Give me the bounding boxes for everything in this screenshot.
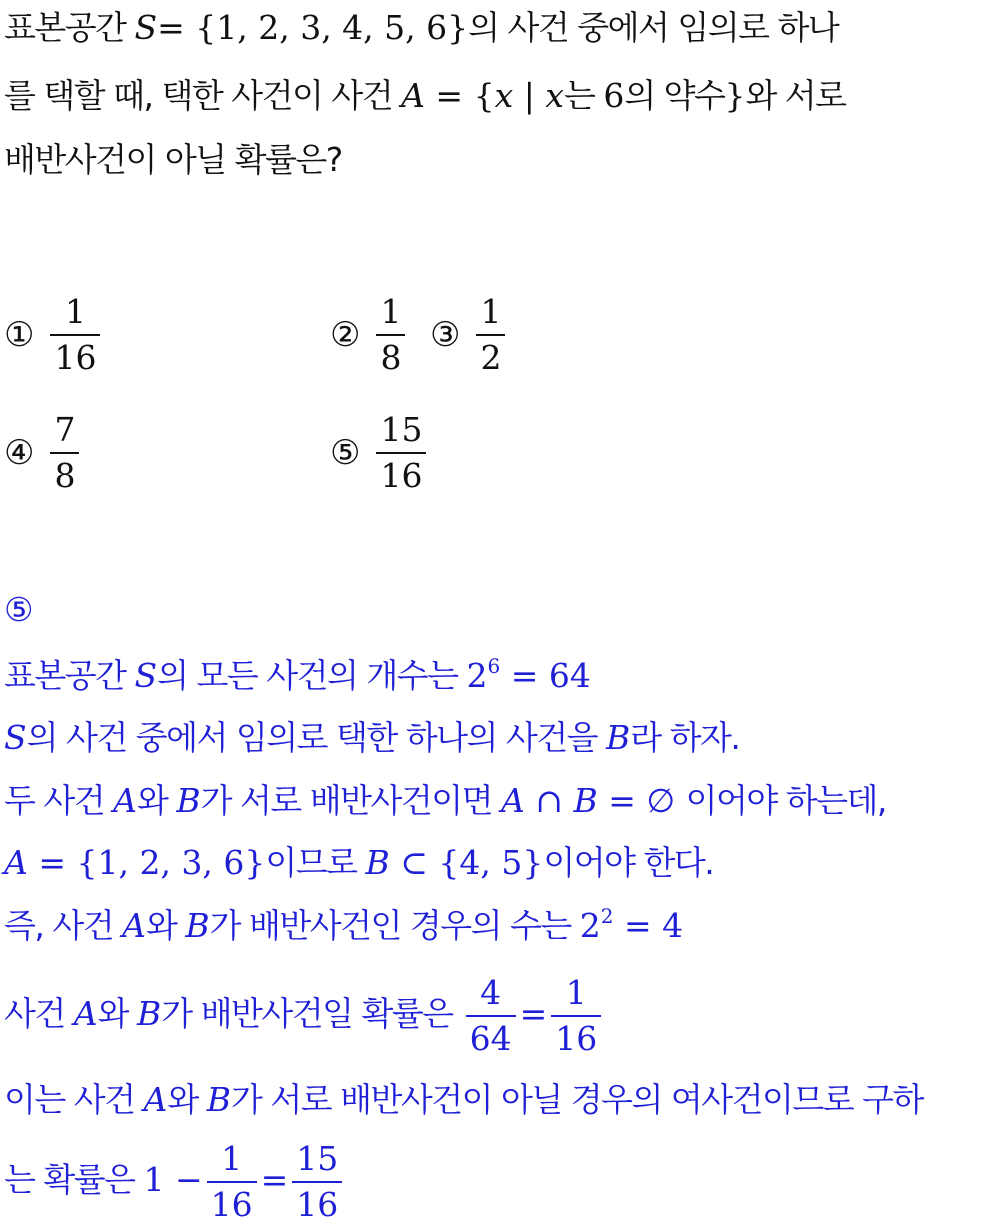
- fraction: [50, 410, 79, 496]
- math-eq: = {: [424, 76, 495, 115]
- numerator: 1: [476, 292, 505, 336]
- math-intersection: ∩: [524, 781, 574, 820]
- math-set: = {1, 2, 3, 4, 5, 6}: [157, 8, 469, 47]
- math-var-A: A: [143, 1080, 168, 1119]
- math-empty-set: = ∅: [597, 781, 686, 820]
- denominator: 16: [380, 456, 423, 495]
- numerator: 4: [466, 973, 516, 1017]
- denominator: 16: [210, 1184, 253, 1224]
- math-number: 6: [603, 76, 625, 115]
- math-var-S: S: [134, 8, 158, 47]
- fraction: [376, 410, 426, 496]
- solution-line-3: [4, 781, 989, 821]
- question-text: 와 서로: [745, 76, 846, 115]
- choice-3[interactable]: [430, 292, 509, 378]
- fraction: [207, 1139, 257, 1225]
- question-text: 의 사건 중에서 임의로 하나: [468, 8, 839, 47]
- math-var-B: B: [185, 906, 210, 945]
- math-var-B: B: [206, 1080, 231, 1119]
- math-var-x: x: [494, 76, 514, 115]
- math-set: = {1, 2, 3, 6}: [27, 843, 266, 882]
- fraction: [376, 292, 405, 378]
- solution-text: 와: [145, 906, 186, 945]
- solution-line-2: [4, 718, 989, 758]
- fraction: [50, 292, 100, 378]
- choice-number: ③: [430, 315, 461, 355]
- solution-text: 는 확률은: [4, 1160, 144, 1199]
- math-var-A: A: [500, 781, 525, 820]
- solution-text: 이어야 한다.: [543, 843, 714, 882]
- question-text: 를 택할 때, 택한 사건이 사건: [4, 76, 402, 115]
- math-var-A: A: [122, 906, 146, 945]
- math-var-B: B: [365, 843, 390, 882]
- denominator: 8: [380, 338, 402, 377]
- solution-text: 이어야 하는데,: [685, 781, 886, 820]
- answer-mark: [4, 590, 989, 630]
- fraction: [476, 292, 505, 378]
- numerator: 1: [551, 973, 601, 1017]
- fraction: [292, 1139, 342, 1225]
- numerator: 1: [207, 1139, 257, 1183]
- question-line-1: [4, 8, 989, 48]
- math-var-x: x: [545, 76, 564, 115]
- math-var-B: B: [176, 781, 201, 820]
- answer-choice: ⑤: [4, 590, 33, 629]
- solution-line-6: [4, 972, 989, 1056]
- math-eq: =: [519, 994, 548, 1033]
- math-result: = 64: [500, 656, 591, 695]
- math-var-B: B: [136, 994, 162, 1033]
- solution-text: 가 서로 배반사건이면: [200, 781, 501, 820]
- math-var-B: B: [605, 718, 631, 757]
- solution-text: 와: [167, 1080, 207, 1119]
- math-number: 2: [579, 906, 601, 945]
- math-bar: |: [513, 76, 546, 115]
- math-subset: ⊂ {4, 5}: [389, 843, 544, 882]
- solution-text: 사건: [4, 994, 74, 1033]
- question-line-3: [4, 140, 989, 180]
- math-eq: =: [260, 1160, 289, 1199]
- solution-line-7: [4, 1080, 989, 1120]
- choice-4[interactable]: [4, 410, 83, 496]
- math-var-S: S: [134, 656, 158, 695]
- solution-text: 와: [97, 994, 137, 1033]
- math-expression: 1 −: [143, 1160, 203, 1199]
- math-var-A: A: [113, 781, 137, 820]
- solution-line-4: [4, 843, 989, 883]
- choice-number: ②: [330, 315, 361, 355]
- denominator: 2: [480, 338, 502, 377]
- solution-text: 이는 사건: [4, 1080, 144, 1119]
- solution-text: 즉, 사건: [4, 906, 123, 945]
- question-text: 배반사건이 아닐 확률은?: [4, 140, 342, 179]
- question-text: 는: [563, 76, 604, 115]
- fraction: [466, 973, 516, 1059]
- math-exponent: 2: [600, 904, 614, 928]
- math-var-A: A: [4, 843, 28, 882]
- math-var-A: A: [401, 76, 425, 115]
- solution-line-8: [4, 1138, 989, 1222]
- solution-text: 가 배반사건일 확률은: [161, 994, 462, 1033]
- numerator: 15: [376, 410, 426, 454]
- math-exponent: 6: [487, 654, 501, 678]
- solution-text: 의 사건 중에서 임의로 택한 하나의 사건을: [26, 718, 606, 757]
- solution-text: 표본공간: [4, 656, 135, 695]
- question-line-2: [4, 76, 989, 116]
- solution-text: 두 사건: [4, 781, 114, 820]
- numerator: 7: [50, 410, 79, 454]
- solution-text: 가 배반사건인 경우의 수는: [209, 906, 580, 945]
- numerator: 15: [292, 1139, 342, 1183]
- denominator: 64: [469, 1018, 512, 1058]
- denominator: 16: [296, 1184, 339, 1224]
- choice-2[interactable]: [330, 292, 409, 378]
- numerator: 1: [50, 292, 100, 336]
- question-text: 표본공간: [4, 8, 135, 47]
- math-var-S: S: [4, 718, 27, 757]
- solution-text: 이므로: [265, 843, 366, 882]
- choice-number: ⑤: [330, 433, 361, 473]
- solution-line-1: [4, 656, 989, 696]
- math-var-A: A: [73, 994, 98, 1033]
- denominator: 16: [555, 1018, 598, 1058]
- choice-5[interactable]: [330, 410, 430, 496]
- solution-text: 가 서로 배반사건이 아닐 경우의 여사건이므로 구하: [230, 1080, 923, 1119]
- solution-text: 의 모든 사건의 개수는: [157, 656, 467, 695]
- math-var-B: B: [573, 781, 598, 820]
- solution-text: 라 하자.: [630, 718, 740, 757]
- math-number: 2: [466, 656, 488, 695]
- solution-line-5: [4, 906, 989, 946]
- math-brace: }: [724, 76, 746, 115]
- choice-number: ①: [4, 315, 35, 355]
- solution-text: 와: [136, 781, 177, 820]
- denominator: 16: [54, 338, 97, 377]
- numerator: 1: [376, 292, 405, 336]
- question-text: 의 약수: [624, 76, 725, 115]
- fraction: [551, 973, 601, 1059]
- math-result: = 4: [613, 906, 684, 945]
- choice-number: ④: [4, 433, 35, 473]
- denominator: 8: [54, 456, 76, 495]
- choice-1[interactable]: [4, 292, 104, 378]
